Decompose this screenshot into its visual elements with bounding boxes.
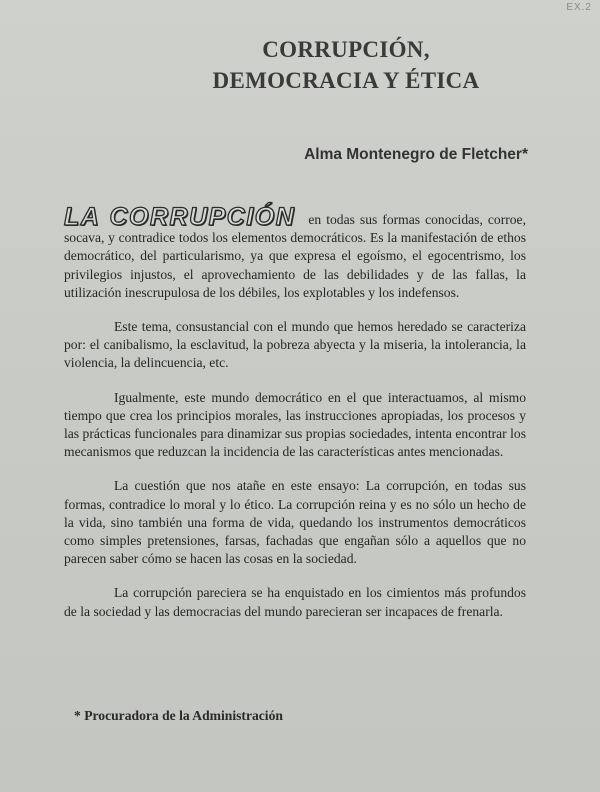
paragraph-3: Igualmente, este mundo democrático en el que interactuamos, al mismo tiempo que crea los principios morales, las instrucciones apropiadas, los procesos y las prácticas funcionales para dinamizar sus propias sociedades, intenta encontrar los mecanismos que reduzcan la incidencia de las características antes mencionadas. [64, 389, 526, 460]
paragraph-4: La cuestión que nos atañe en este ensayo: La corrupción, en todas sus formas, contradice lo moral y lo ético. La corrupción reina y es no sólo un hecho de la vida, sino también una forma de vida, quedando los instrumentos democráticos como simples pretensiones, farsas, fachadas que engañan sólo a aquellos que no parecen saber cómo se hacen las cosas en la sociedad. [64, 478, 526, 567]
title-line-1: CORRUPCIÓN, [262, 37, 430, 62]
document-title [0, 34, 600, 96]
title-line-2: DEMOCRACIA Y ÉTICA [212, 68, 480, 93]
paragraph-5: La corrupción pareciera se ha enquistado en los cimientos más profundos de la sociedad y las democracias del mundo parecieran ser incapaces de frenarla. [64, 585, 526, 619]
corner-mark: EX.2 [566, 2, 592, 13]
document-body [64, 203, 526, 637]
paragraph-1-text: en todas sus formas conocidas, corroe, socava, y contradice todos los elementos democráticos. Es la manifestación de ethos democrático, del particularismo, ya que expresa el egoísmo, el egocentrismo, los privilegios injustos, el aprovechamiento de las debilidades y de las fallas, la utilización inescrupulosa de los débiles, los explotables y los indefensos. [64, 212, 526, 300]
author-name: Alma Montenegro de Fletcher* [304, 146, 528, 163]
footnote: * Procuradora de la Administración [74, 708, 283, 723]
paragraph-1 [64, 203, 526, 302]
paragraph-2: Este tema, consustancial con el mundo que hemos heredado se caracteriza por: el canibalismo, la esclavitud, la pobreza abyecta y la miseria, la intolerancia, la violencia, la delincuencia, etc. [64, 319, 526, 371]
lead-heading: LA CORRUPCIÓN [64, 203, 296, 231]
